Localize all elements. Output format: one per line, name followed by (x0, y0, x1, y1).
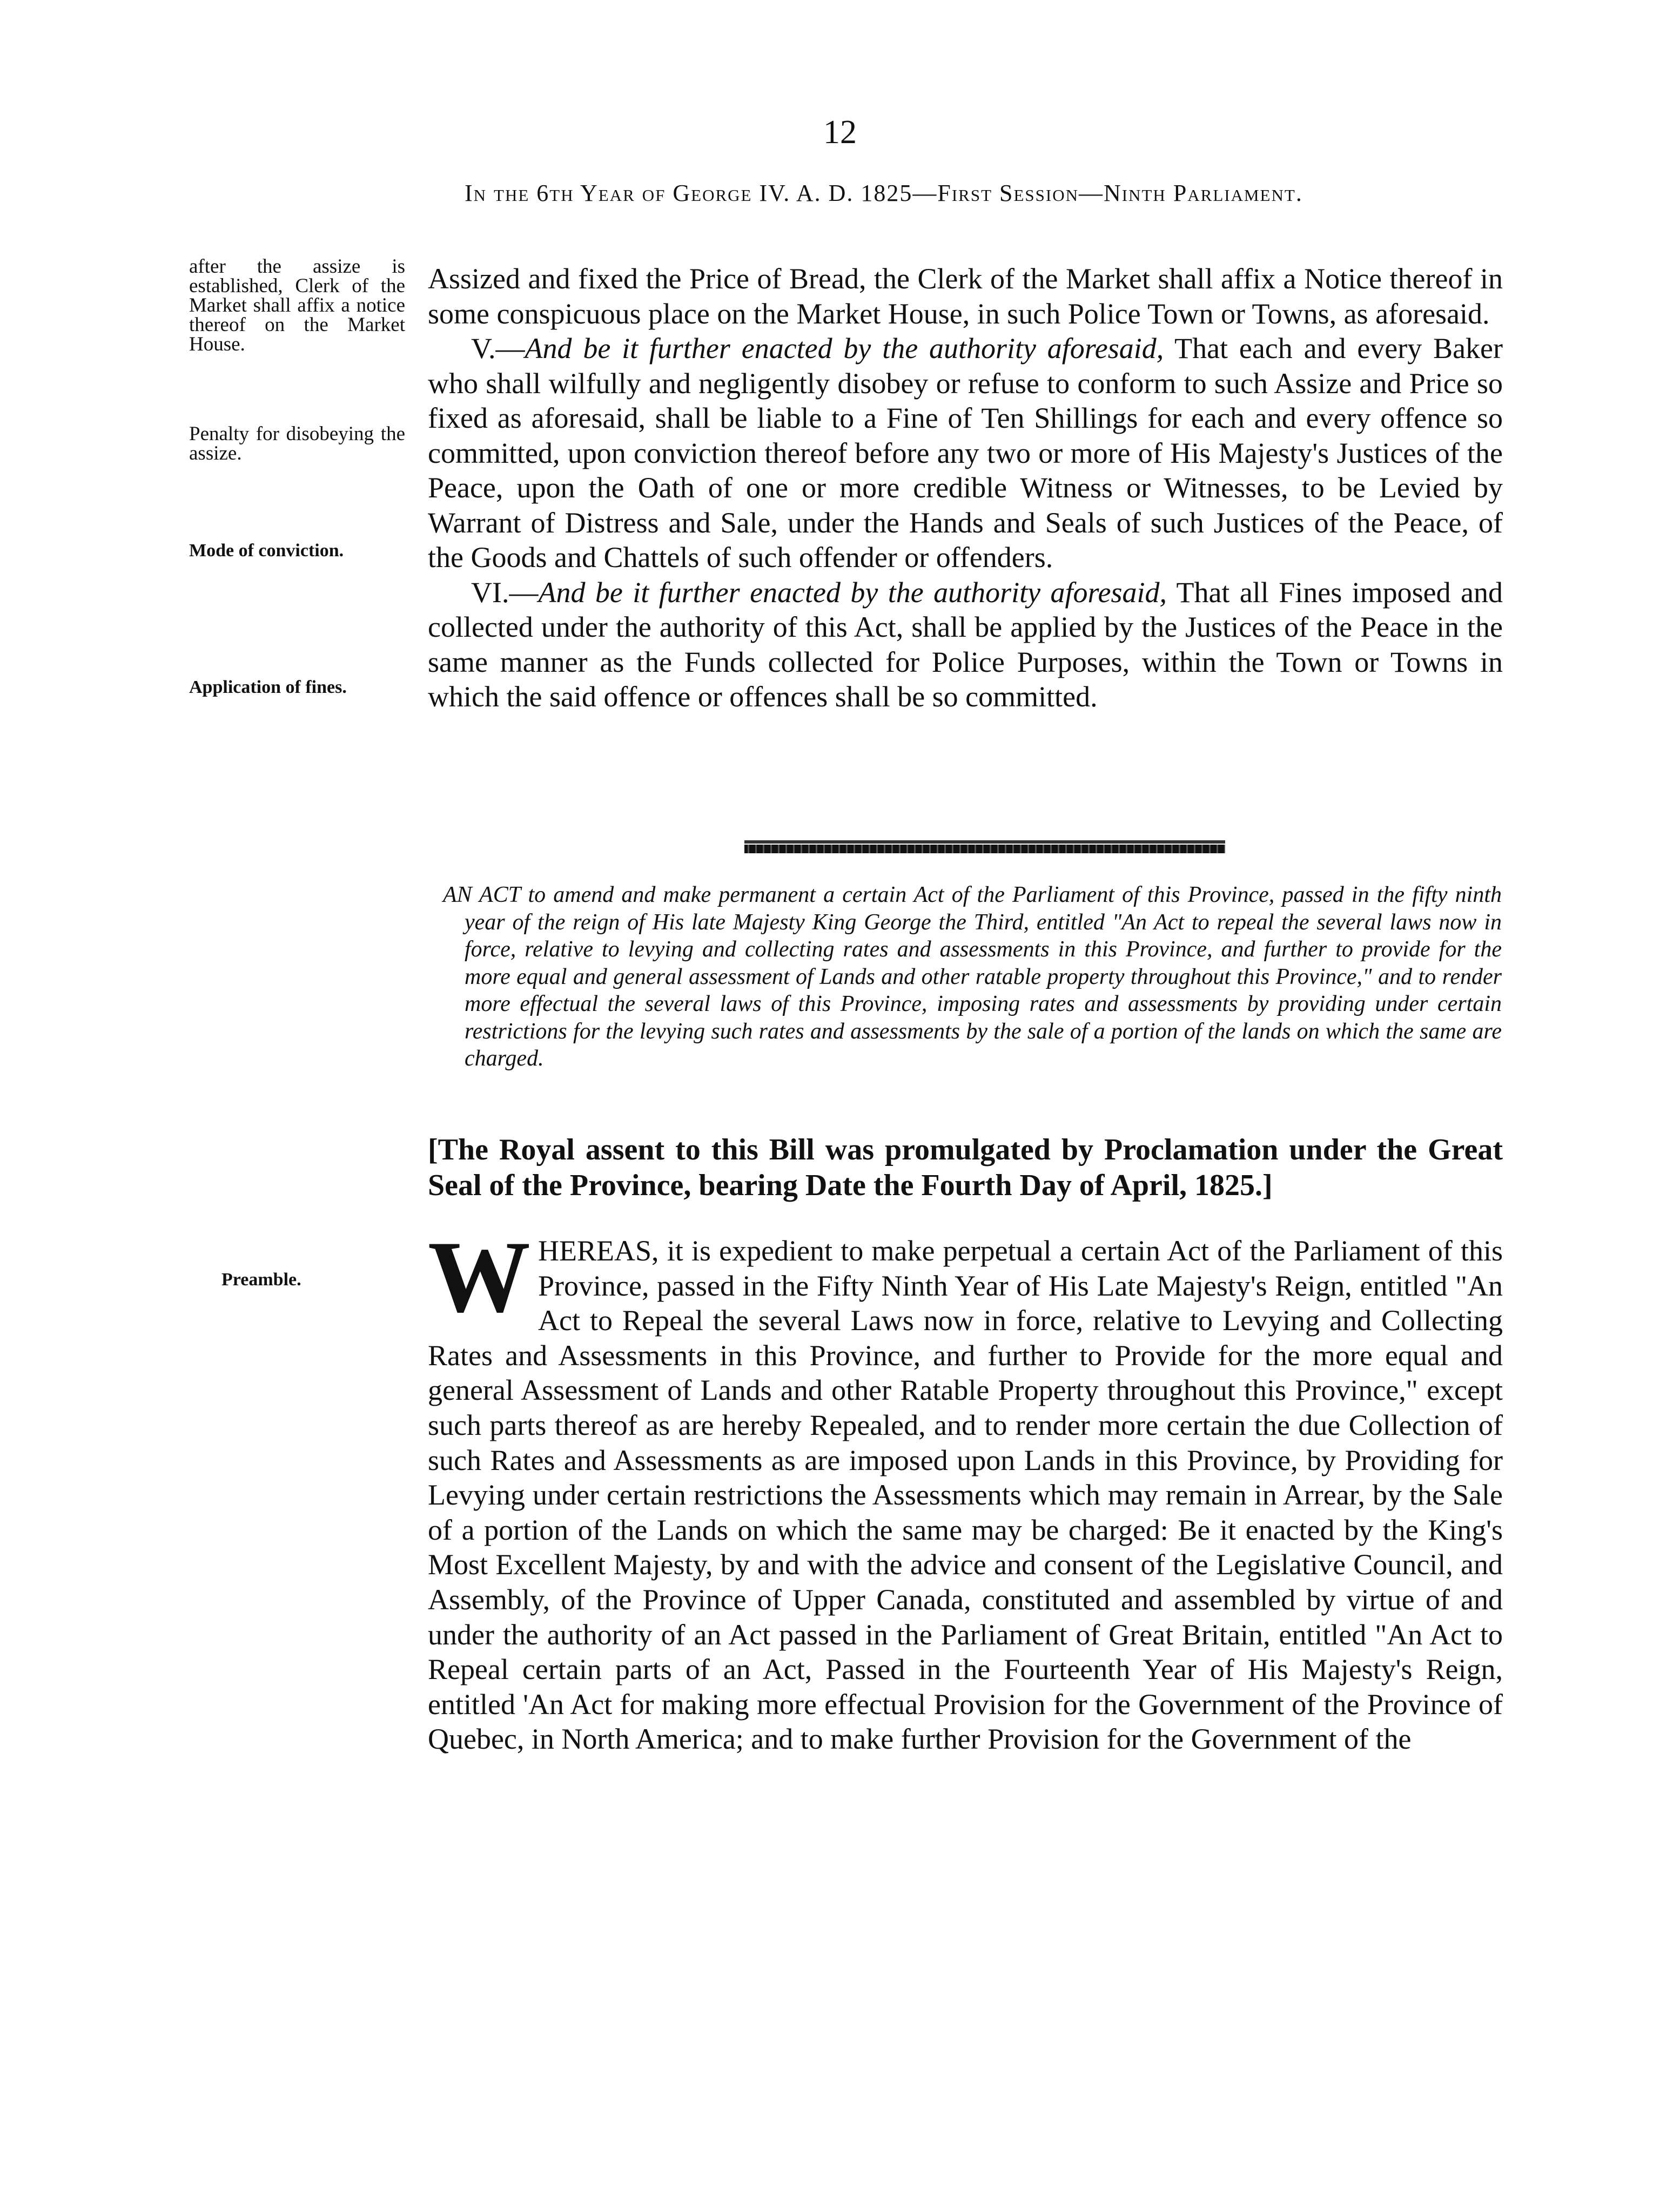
drop-cap: W (428, 1220, 530, 1334)
royal-assent-note: [The Royal assent to this Bill was promulgated by Proclamation under the Great Seal of the Province, bearing Date the Fourth Day of April, 1825.] (428, 1133, 1503, 1202)
margin-note-fines: Application of fines. (189, 677, 347, 697)
section-5-enacting-clause: And be it further enacted by the authority aforesaid, (525, 332, 1164, 365)
continued-text (428, 261, 1503, 714)
paragraph-bread-assize: Assized and fixed the Price of Bread, the Clerk of the Market shall affix a Notice thereof in some conspicuous place on the Market House, in such Police Town or Towns, as aforesaid. (428, 262, 1503, 330)
section-6 (428, 575, 1503, 714)
section-6-text: That all Fines imposed and collected under the authority of this Act, shall be applied by the Justices of the Peace in the same manner as the Funds collected for Police Purposes, within the Town or Towns in which the said offence or offences shall be so committed. (428, 576, 1503, 713)
preamble-body: HEREAS, it is expedient to make perpetual a certain Act of the Parliament of this Province, passed in the Fifty Ninth Year of His Late Majesty's Reign, entitled "An Act to Repeal the several Laws now in force, relative to Levying and Collecting Rates and Assessments in this Province, and further to Provide for the more equal and general Assessment of Lands and other Ratable Property throughout this Province," except such parts thereof as are hereby Repealed, and to render more certain the due Collection of such Rates and Assessments as are imposed upon Lands in this Province, by Providing for Levying under certain restrictions the Assessments which may remain in Arrear, by the Sale of a portion of the Lands on which the same may be charged: Be it enacted by the King's Most Excellent Majesty, by and with the advice and consent of the Legislative Council, and Assembly, of the Province of Upper Canada, constituted and assembled by virtue of and under the authority of an Act passed in the Parliament of Great Britain, entitled "An Act to Repeal certain parts of an Act, Passed in the Fourteenth Year of His Majesty's Reign, entitled 'An Act for making more effectual Provision for the Government of the Province of Quebec, in North America; and to make further Provision for the Government of the (428, 1235, 1503, 1756)
preamble-text (428, 1220, 1503, 1757)
margin-note-preamble: Preamble. (221, 1270, 301, 1290)
running-header: In the 6th Year of George IV. A. D. 1825—First Session—Ninth Parliament. (465, 180, 1303, 206)
page-number: 12 (823, 114, 857, 151)
margin-note-assize: after the assize is established, Clerk of the Market shall affix a notice thereof on the Market House. (189, 255, 405, 355)
margin-note-conviction: Mode of conviction. (189, 541, 344, 561)
margin-note-penalty: Penalty for disobeying the assize. (189, 423, 405, 464)
act-title: AN ACT to amend and make permanent a certain Act of the Parliament of this Province, passed in the fifty ninth year of the reign of His late Majesty King George the Third, entitled "An Act to repeal the several laws now in force, relative to levying and collecting rates and assessments in this Province, and further to provide for the more equal and general assessment of Lands and other ratable property throughout this Province," and to render more effectual the several laws of this Province, imposing rates and assessments by providing under certain restrictions for the levying such rates and assessments by the sale of a portion of the lands on which the same are charged. (443, 882, 1502, 1071)
section-5 (428, 331, 1503, 575)
section-5-text: That each and every Baker who shall wilfully and negligently disobey or refuse to conform to such Assize and Price so fixed as aforesaid, shall be liable to a Fine of Ten Shillings for each and every offence so committed, upon conviction thereof before any two or more of His Majesty's Justices of the Peace, upon the Oath of one or more credible Witness or Witnesses, to be Levied by Warrant of Distress and Sale, under the Hands and Seals of such Justices of the Peace, of the Goods and Chattels of such offender or offenders. (428, 332, 1503, 574)
section-6-number: VI.— (471, 576, 539, 609)
divider-rule-top (744, 840, 1225, 844)
divider-rule (744, 845, 1225, 853)
section-6-enacting-clause: And be it further enacted by the authority aforesaid, (538, 576, 1167, 609)
section-5-number: V.— (471, 332, 525, 365)
